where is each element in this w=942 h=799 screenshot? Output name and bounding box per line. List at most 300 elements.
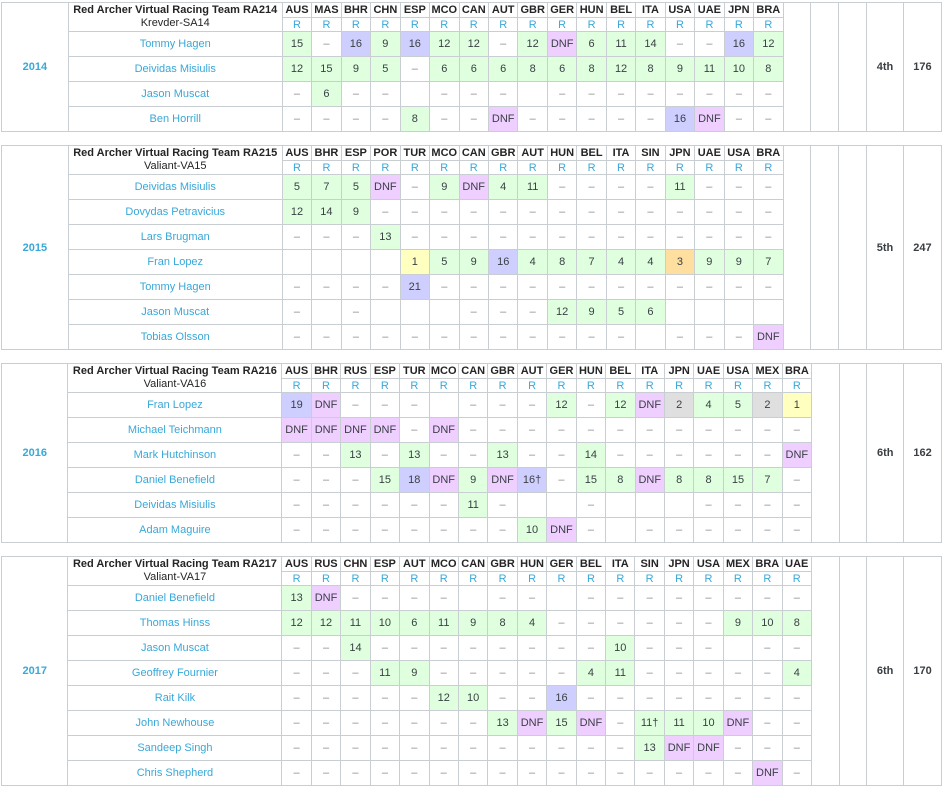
result-cell: – xyxy=(518,225,547,250)
result-cell: – xyxy=(311,636,340,661)
driver-link[interactable]: Daniel Benefield xyxy=(134,592,215,604)
driver-cell xyxy=(68,200,282,225)
result-cell: 15 xyxy=(723,468,752,493)
round-link[interactable]: R xyxy=(587,18,596,31)
result-cell: – xyxy=(665,32,694,57)
result-cell: 7 xyxy=(754,250,783,275)
round-cell xyxy=(311,379,340,393)
round-link[interactable]: R xyxy=(792,379,801,392)
result-cell: – xyxy=(429,711,458,736)
round-cell xyxy=(694,572,723,586)
spacer-cell xyxy=(783,146,811,350)
result-cell: – xyxy=(312,32,341,57)
round-cell xyxy=(664,379,693,393)
result-cell: – xyxy=(282,325,311,350)
round-link[interactable]: R xyxy=(322,161,331,174)
result-cell: – xyxy=(576,418,605,443)
venue-header: AUT xyxy=(517,364,546,379)
result-cell: 8 xyxy=(782,611,811,636)
driver-link[interactable]: Deividas Misiulis xyxy=(134,181,216,193)
result-cell: – xyxy=(665,275,694,300)
spacer-cell xyxy=(812,364,840,543)
result-cell: – xyxy=(312,225,341,250)
spacer-cell xyxy=(839,557,867,786)
result-cell: – xyxy=(782,418,811,443)
round-link[interactable]: R xyxy=(616,379,625,392)
round-link[interactable]: R xyxy=(410,572,419,585)
driver-link[interactable]: Tobias Olsson xyxy=(140,331,210,343)
round-link[interactable]: R xyxy=(351,379,360,392)
venue-header: UAE xyxy=(782,557,811,572)
round-cell xyxy=(576,379,605,393)
driver-link[interactable]: Lars Brugman xyxy=(140,231,210,243)
result-cell: – xyxy=(518,300,547,325)
season-table-2016 xyxy=(1,363,942,543)
result-cell: 16 xyxy=(341,32,370,57)
round-link[interactable]: R xyxy=(439,572,448,585)
round-link[interactable]: R xyxy=(704,379,713,392)
result-cell: – xyxy=(753,518,782,543)
driver-link[interactable]: Rait Kilk xyxy=(154,692,196,704)
result-cell: – xyxy=(723,443,752,468)
venue-header: CAN xyxy=(459,146,488,161)
result-cell: – xyxy=(636,275,665,300)
venue-header: ESP xyxy=(370,364,399,379)
result-cell: 6 xyxy=(459,57,488,82)
result-cell: – xyxy=(606,225,635,250)
round-link[interactable]: R xyxy=(292,379,301,392)
result-cell: DNF xyxy=(311,418,340,443)
round-link[interactable]: R xyxy=(763,379,772,392)
result-cell: DNF xyxy=(664,736,693,761)
round-link[interactable]: R xyxy=(558,161,567,174)
result-cell xyxy=(518,82,547,107)
result-cell: – xyxy=(312,107,341,132)
round-link[interactable]: R xyxy=(704,572,713,585)
round-link[interactable]: R xyxy=(645,379,654,392)
result-cell: 14 xyxy=(341,636,370,661)
result-cell: – xyxy=(458,636,487,661)
driver-cell xyxy=(68,57,282,82)
venue-header: AUS xyxy=(282,364,311,379)
driver-link[interactable]: Jason Muscat xyxy=(141,88,210,100)
result-cell: DNF xyxy=(547,518,576,543)
driver-link[interactable]: Geoffrey Fournier xyxy=(131,667,218,679)
round-cell xyxy=(753,379,782,393)
team-name: Red Archer Virtual Racing Team RA217 xyxy=(72,558,277,570)
result-cell: 12 xyxy=(311,611,340,636)
result-cell: – xyxy=(341,493,370,518)
round-link[interactable]: R xyxy=(645,572,654,585)
result-cell: 11† xyxy=(635,711,664,736)
result-cell: – xyxy=(400,493,429,518)
season-position: 6th xyxy=(867,557,904,786)
result-cell: – xyxy=(518,107,547,132)
result-cell: – xyxy=(311,736,340,761)
round-link[interactable]: R xyxy=(380,572,389,585)
year-link[interactable]: 2016 xyxy=(22,447,47,459)
driver-link[interactable]: Chris Shepherd xyxy=(136,767,214,779)
venue-header: ESP xyxy=(370,557,399,572)
result-cell: 12 xyxy=(547,300,576,325)
result-cell xyxy=(341,250,370,275)
round-link[interactable]: R xyxy=(528,379,537,392)
result-cell: 5 xyxy=(430,250,459,275)
driver-link[interactable]: Ben Horrill xyxy=(149,113,201,125)
venue-header: AUS xyxy=(282,3,311,18)
driver-link[interactable]: Mark Hutchinson xyxy=(133,449,217,461)
round-link[interactable]: R xyxy=(322,18,331,31)
driver-link[interactable]: Thomas Hinss xyxy=(139,617,211,629)
round-cell xyxy=(782,572,811,586)
round-link[interactable]: R xyxy=(528,572,537,585)
result-cell: 9 xyxy=(723,611,752,636)
round-link[interactable]: R xyxy=(557,572,566,585)
driver-row xyxy=(2,468,942,493)
round-cell xyxy=(723,379,752,393)
result-cell: – xyxy=(782,518,811,543)
result-cell: – xyxy=(459,200,488,225)
result-cell: DNF xyxy=(370,418,399,443)
result-cell: 10 xyxy=(753,611,782,636)
result-cell: – xyxy=(458,443,487,468)
result-cell: – xyxy=(753,493,782,518)
result-cell: – xyxy=(517,686,546,711)
driver-link[interactable]: Tommy Hagen xyxy=(139,281,211,293)
round-link[interactable]: R xyxy=(498,572,507,585)
result-cell: 8 xyxy=(547,250,576,275)
round-link[interactable]: R xyxy=(734,18,743,31)
round-link[interactable]: R xyxy=(292,18,301,31)
round-link[interactable]: R xyxy=(646,161,655,174)
result-cell: 14 xyxy=(576,443,605,468)
year-link[interactable]: 2014 xyxy=(22,61,48,73)
driver-link[interactable]: Deividas Misiulis xyxy=(134,499,216,511)
round-cell xyxy=(577,161,606,175)
result-cell: – xyxy=(459,325,488,350)
round-link[interactable]: R xyxy=(322,379,330,392)
round-link[interactable]: R xyxy=(498,379,507,392)
result-cell: – xyxy=(635,661,664,686)
round-link[interactable]: R xyxy=(587,161,596,174)
result-cell: – xyxy=(282,736,311,761)
result-cell: 12 xyxy=(606,57,635,82)
driver-cell xyxy=(68,711,282,736)
result-cell: – xyxy=(400,325,429,350)
driver-link[interactable]: Fran Lopez xyxy=(147,399,203,411)
driver-link[interactable]: Deividas Misiulis xyxy=(134,63,216,75)
round-link[interactable]: R xyxy=(380,379,389,392)
venue-header: USA xyxy=(724,146,753,161)
venue-header: GER xyxy=(547,3,576,18)
driver-link[interactable]: Daniel Benefield xyxy=(134,474,215,486)
result-cell: 11 xyxy=(695,57,724,82)
round-link[interactable]: R xyxy=(705,161,714,174)
round-link[interactable]: R xyxy=(292,572,301,585)
result-cell: – xyxy=(341,107,370,132)
round-cell xyxy=(458,379,487,393)
round-link[interactable]: R xyxy=(734,379,742,392)
result-cell: – xyxy=(576,518,605,543)
round-link[interactable]: R xyxy=(557,379,566,392)
result-cell: 15 xyxy=(576,468,605,493)
round-cell xyxy=(429,379,458,393)
result-cell: 4 xyxy=(636,250,665,275)
venue-header: CAN xyxy=(459,3,488,18)
result-cell: 15 xyxy=(370,468,399,493)
round-link[interactable]: R xyxy=(764,18,773,31)
round-link[interactable]: R xyxy=(586,572,595,585)
round-cell xyxy=(518,18,547,32)
driver-cell xyxy=(68,611,282,636)
result-cell: – xyxy=(311,661,340,686)
result-cell: 9 xyxy=(430,175,459,200)
round-link[interactable]: R xyxy=(351,572,360,585)
year-link[interactable]: 2017 xyxy=(22,665,47,677)
result-cell: – xyxy=(695,275,724,300)
round-link[interactable]: R xyxy=(763,572,772,585)
driver-cell xyxy=(68,175,282,200)
round-link[interactable]: R xyxy=(764,161,773,174)
round-cell xyxy=(547,161,576,175)
round-link[interactable]: R xyxy=(528,161,537,174)
result-cell: – xyxy=(664,686,693,711)
result-cell: – xyxy=(282,761,311,786)
result-cell: DNF xyxy=(341,418,370,443)
round-link[interactable]: R xyxy=(440,18,449,31)
result-cell: – xyxy=(429,493,458,518)
result-cell: DNF xyxy=(282,418,311,443)
result-cell: 4 xyxy=(694,393,723,418)
result-cell: – xyxy=(282,300,311,325)
result-cell: 16 xyxy=(724,32,753,57)
round-cell xyxy=(488,572,517,586)
driver-row xyxy=(2,418,942,443)
driver-link[interactable]: Fran Lopez xyxy=(147,256,204,268)
round-link[interactable]: R xyxy=(675,379,684,392)
result-cell: – xyxy=(282,711,311,736)
result-cell: – xyxy=(400,418,429,443)
result-cell xyxy=(430,300,459,325)
result-cell: 11 xyxy=(341,611,370,636)
round-link[interactable]: R xyxy=(410,18,419,31)
result-cell: – xyxy=(576,611,605,636)
result-cell: – xyxy=(371,200,400,225)
driver-link[interactable]: Jason Muscat xyxy=(141,306,210,318)
result-cell: – xyxy=(694,761,723,786)
result-cell: – xyxy=(547,225,576,250)
result-cell: 4 xyxy=(576,661,605,686)
venue-header: BRA xyxy=(782,364,811,379)
venue-header: RUS xyxy=(311,557,340,572)
round-link[interactable]: R xyxy=(410,161,419,174)
result-cell xyxy=(312,300,341,325)
driver-link[interactable]: Dovydas Petravicius xyxy=(125,206,226,218)
result-cell: – xyxy=(400,393,429,418)
result-cell: – xyxy=(517,736,546,761)
result-cell: 8 xyxy=(606,468,635,493)
result-cell: 10 xyxy=(606,636,635,661)
result-cell: – xyxy=(517,761,546,786)
season-points: 162 xyxy=(904,364,942,543)
result-cell: – xyxy=(754,275,783,300)
result-cell: 15 xyxy=(547,711,576,736)
result-cell: – xyxy=(782,761,811,786)
result-cell: – xyxy=(723,761,752,786)
venue-header: GBR xyxy=(488,364,517,379)
season-position: 5th xyxy=(867,146,904,350)
round-link[interactable]: R xyxy=(351,18,360,31)
result-cell: 15 xyxy=(282,32,311,57)
round-link[interactable]: R xyxy=(439,379,448,392)
result-cell: – xyxy=(400,686,429,711)
venue-header: HUN xyxy=(576,364,605,379)
spacer-cell xyxy=(839,146,867,350)
driver-link[interactable]: Tommy Hagen xyxy=(139,38,211,50)
result-cell: – xyxy=(488,300,517,325)
result-cell: – xyxy=(635,686,664,711)
round-link[interactable]: R xyxy=(617,161,625,174)
result-cell: DNF xyxy=(547,32,576,57)
result-cell: 6 xyxy=(312,82,341,107)
result-cell: 12 xyxy=(282,57,311,82)
round-link[interactable]: R xyxy=(469,379,478,392)
venue-header: USA xyxy=(665,3,694,18)
result-cell: – xyxy=(282,225,311,250)
result-cell: – xyxy=(665,200,694,225)
round-link[interactable]: R xyxy=(469,161,478,174)
driver-row xyxy=(2,518,942,543)
round-cell xyxy=(430,161,459,175)
result-cell: – xyxy=(547,636,576,661)
result-cell: – xyxy=(429,586,458,611)
result-cell: – xyxy=(547,736,576,761)
round-link[interactable]: R xyxy=(469,572,478,585)
round-link[interactable]: R xyxy=(528,18,537,31)
venue-header: USA xyxy=(694,557,723,572)
driver-row xyxy=(2,686,942,711)
round-link[interactable]: R xyxy=(292,161,301,174)
round-link[interactable]: R xyxy=(617,18,626,31)
result-cell: 10 xyxy=(694,711,723,736)
result-cell: – xyxy=(606,711,635,736)
result-cell: – xyxy=(488,32,517,57)
round-cell xyxy=(606,572,635,586)
result-cell: – xyxy=(282,636,311,661)
result-cell: – xyxy=(488,736,517,761)
result-cell: – xyxy=(311,518,340,543)
result-cell: – xyxy=(518,200,547,225)
result-cell: – xyxy=(518,325,547,350)
round-cell xyxy=(370,379,399,393)
round-link[interactable]: R xyxy=(558,18,567,31)
round-link[interactable]: R xyxy=(351,161,360,174)
year-link[interactable]: 2015 xyxy=(22,241,48,254)
result-cell: – xyxy=(488,200,517,225)
result-cell: – xyxy=(547,82,576,107)
result-cell xyxy=(400,300,429,325)
result-cell: – xyxy=(576,636,605,661)
round-link[interactable]: R xyxy=(616,572,625,585)
result-cell: 11 xyxy=(458,493,487,518)
result-cell xyxy=(635,493,664,518)
result-cell: – xyxy=(606,200,635,225)
driver-link[interactable]: John Newhouse xyxy=(135,717,215,729)
result-cell: – xyxy=(370,711,399,736)
venue-header: BRA xyxy=(753,557,782,572)
driver-row xyxy=(2,443,942,468)
round-cell xyxy=(754,161,783,175)
round-link[interactable]: R xyxy=(410,379,419,392)
round-link[interactable]: R xyxy=(792,572,801,585)
round-link[interactable]: R xyxy=(381,18,390,31)
venue-header: ITA xyxy=(636,3,665,18)
result-cell: – xyxy=(724,200,753,225)
result-cell: – xyxy=(724,175,753,200)
season-table-2015 xyxy=(1,145,942,350)
result-cell: – xyxy=(370,761,399,786)
round-link[interactable]: R xyxy=(469,18,478,31)
round-link[interactable]: R xyxy=(734,161,743,174)
season-table-2017 xyxy=(1,556,942,786)
result-cell: 9 xyxy=(341,200,370,225)
driver-link[interactable]: Adam Maguire xyxy=(139,524,211,536)
round-link[interactable]: R xyxy=(675,161,684,174)
round-link[interactable]: R xyxy=(646,18,655,31)
result-cell: 4 xyxy=(488,175,517,200)
result-cell: – xyxy=(429,761,458,786)
driver-link[interactable]: Sandeep Singh xyxy=(137,742,213,754)
result-cell: – xyxy=(723,686,752,711)
result-cell: – xyxy=(664,761,693,786)
round-link[interactable]: R xyxy=(322,572,330,585)
round-link[interactable]: R xyxy=(440,161,449,174)
result-cell: 11 xyxy=(518,175,547,200)
round-link[interactable]: R xyxy=(705,18,714,31)
result-cell: 16 xyxy=(400,32,429,57)
result-cell: 9 xyxy=(665,57,694,82)
round-link[interactable]: R xyxy=(586,379,595,392)
round-cell xyxy=(636,161,665,175)
result-cell: 8 xyxy=(488,611,517,636)
result-cell: – xyxy=(754,200,783,225)
round-cell xyxy=(429,572,458,586)
round-cell xyxy=(723,572,752,586)
result-cell: – xyxy=(459,107,488,132)
result-cell: – xyxy=(694,661,723,686)
result-cell: – xyxy=(753,443,782,468)
driver-link[interactable]: Michael Teichmann xyxy=(127,424,222,436)
round-link[interactable]: R xyxy=(675,572,684,585)
round-cell xyxy=(488,161,517,175)
result-cell: – xyxy=(694,611,723,636)
result-cell: – xyxy=(488,518,517,543)
round-cell xyxy=(665,18,694,32)
round-link[interactable]: R xyxy=(733,572,742,585)
round-cell xyxy=(665,161,694,175)
result-cell: 6 xyxy=(488,57,517,82)
result-cell: – xyxy=(488,761,517,786)
driver-link[interactable]: Jason Muscat xyxy=(140,642,209,654)
round-link[interactable]: R xyxy=(381,161,390,174)
round-link[interactable]: R xyxy=(499,18,508,31)
result-cell: – xyxy=(400,761,429,786)
round-link[interactable]: R xyxy=(675,18,684,31)
result-cell: DNF xyxy=(576,711,605,736)
result-cell: – xyxy=(488,493,517,518)
result-cell: – xyxy=(664,661,693,686)
round-link[interactable]: R xyxy=(499,161,508,174)
